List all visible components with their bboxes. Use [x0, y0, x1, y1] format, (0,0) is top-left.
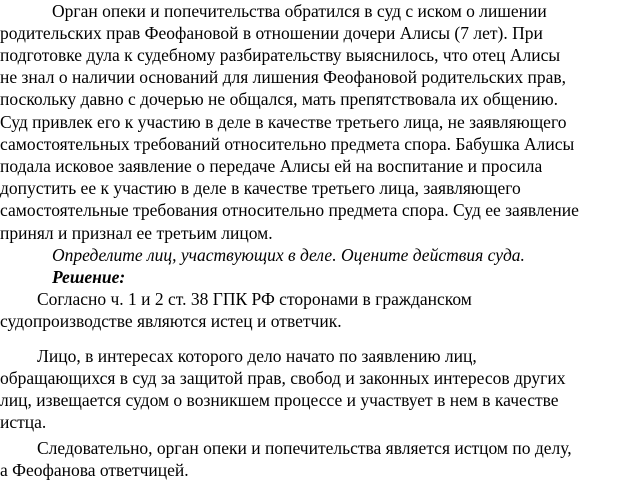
problem-line-8: подала исковое заявление о передаче Алисы ей на воспитание и просила — [0, 156, 543, 176]
solution-p2-line-4: истца. — [0, 412, 47, 432]
solution-p2-line-3: лиц, извещается судом о возникшем процессе и участвует в нем в качестве — [0, 390, 559, 410]
problem-line-4: не знал о наличии оснований для лишения Феофановой родительских прав, — [0, 67, 566, 87]
problem-line-1: Орган опеки и попечительства обратился в суд с иском о лишении — [52, 1, 547, 21]
question-text: Определите лиц, участвующих в деле. Оцените действия суда. — [52, 245, 525, 265]
problem-line-3: подготовке дула к судебному разбирательству выяснилось, что отец Алисы — [0, 45, 561, 65]
problem-line-10: самостоятельные требования относительно предмета спора. Суд ее заявление — [0, 200, 579, 220]
problem-line-2: родительских прав Феофановой в отношении дочери Алисы (7 лет). При — [0, 23, 543, 43]
solution-p1-line-2: судопроизводстве являются истец и ответчик. — [0, 311, 342, 331]
problem-line-7: самостоятельных требований относительно предмета спора. Бабушка Алисы — [0, 134, 575, 154]
problem-line-9: допустить ее к участию в деле в качестве третьего лица, заявляющего — [0, 178, 521, 198]
problem-line-5: поскольку давно с дочерью не общался, мать препятствовала их общению. — [0, 89, 559, 109]
solution-p2-line-1: Лицо, в интересах которого дело начато по заявлению лиц, — [37, 346, 477, 366]
solution-heading: Решение: — [52, 267, 126, 287]
solution-p3-line-1: Следовательно, орган опеки и попечительства является истцом по делу, — [37, 438, 572, 458]
solution-p3-line-2: а Феофанова ответчицей. — [0, 460, 189, 480]
solution-p2-line-2: обращающихся в суд за защитой прав, свобод и законных интересов других — [0, 368, 566, 388]
problem-line-11: принял и признал ее третьим лицом. — [0, 223, 273, 243]
solution-p1-line-1: Согласно ч. 1 и 2 ст. 38 ГПК РФ сторонами в гражданском — [37, 289, 472, 309]
problem-line-6: Суд привлек его к участию в деле в качестве третьего лица, не заявляющего — [0, 112, 567, 132]
